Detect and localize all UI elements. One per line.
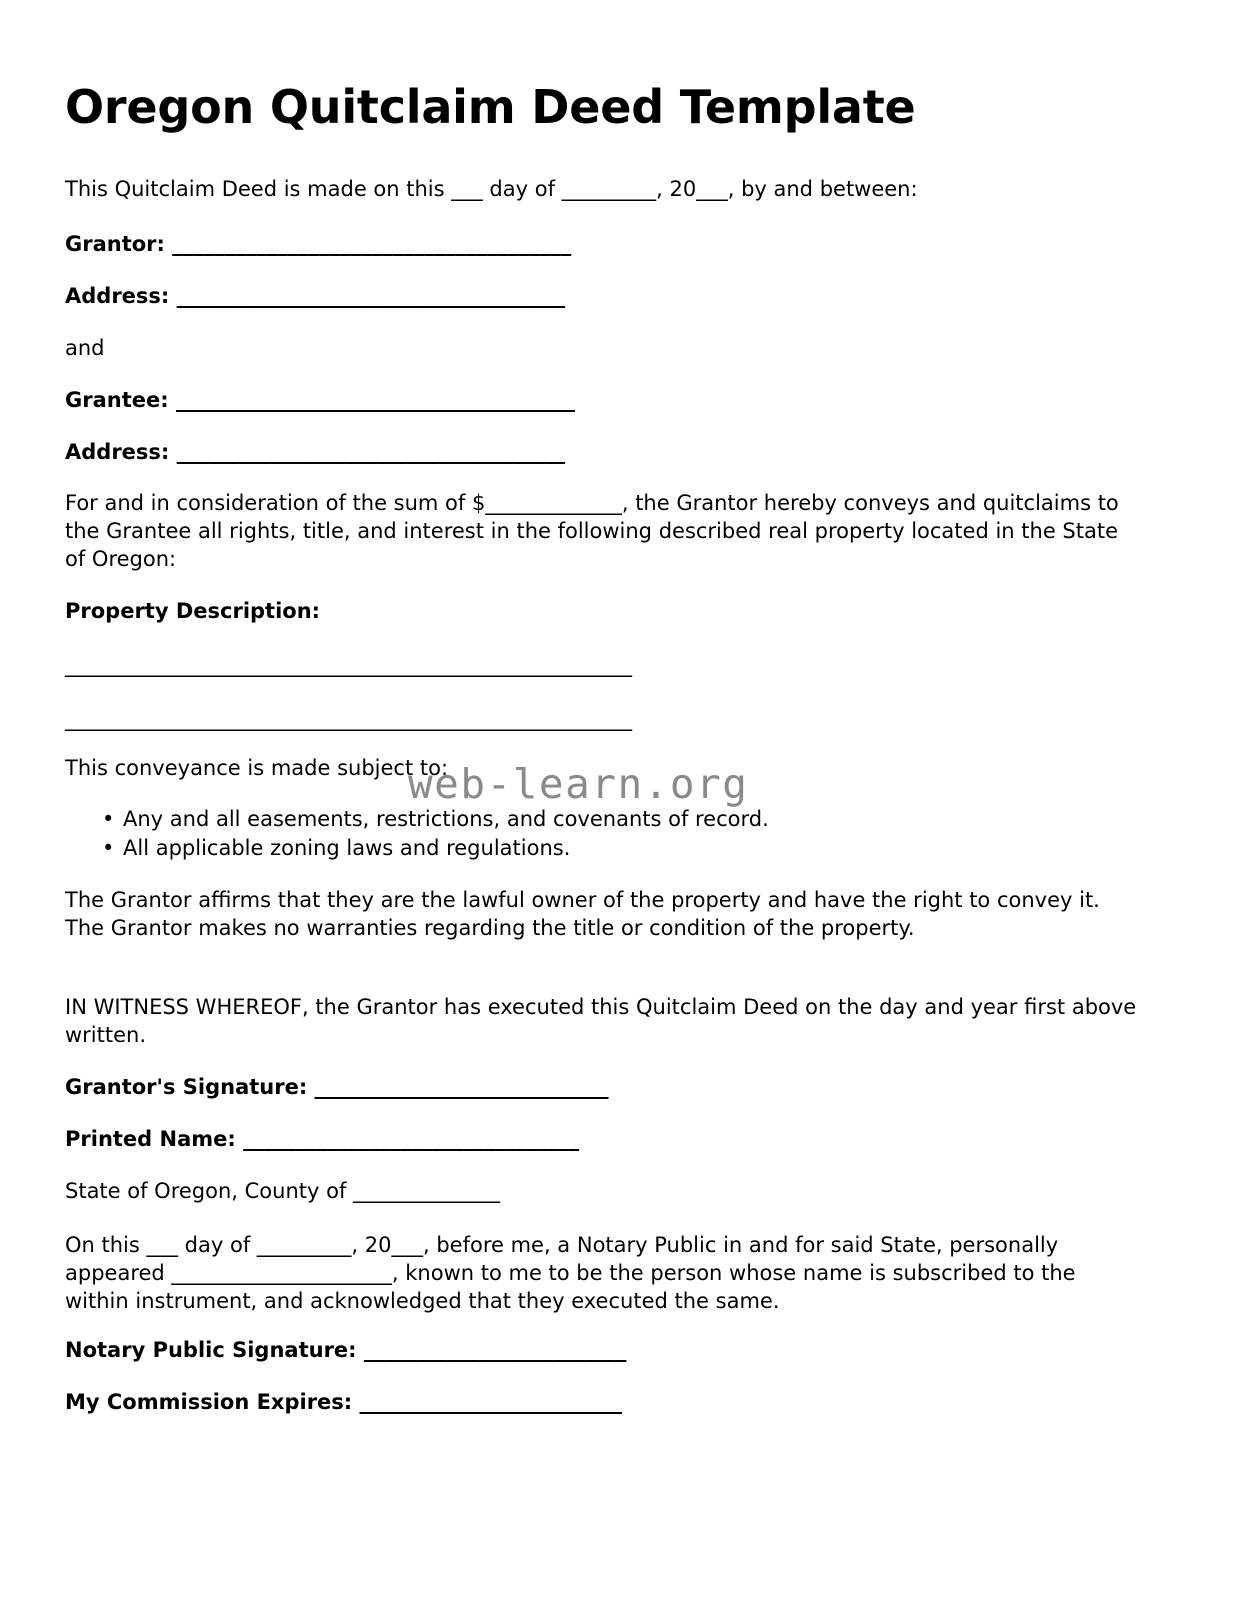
commission-expires-field-label <box>65 1388 622 1416</box>
property-description-blank-1: ______________________________________________________ <box>65 653 632 677</box>
grantor-address-field-label <box>65 282 565 310</box>
grantor-signature-field-label <box>65 1073 609 1101</box>
grantee-label-text: Grantee: <box>65 388 169 412</box>
subject-conditions-list <box>65 805 769 863</box>
intro-paragraph: This Quitclaim Deed is made on this ___ day of _________, 20___, by and between: <box>65 177 918 201</box>
printed-name-blank: ________________________________ <box>235 1127 580 1151</box>
site-watermark: web-learn.org <box>408 760 749 808</box>
grantee-address-field-label <box>65 438 565 466</box>
grantor-signature-label-text: Grantor's Signature: <box>65 1075 308 1099</box>
bullet-icon: • <box>102 807 115 831</box>
subject-intro-paragraph: This conveyance is made subject to: <box>65 756 449 780</box>
grantee-blank: ______________________________________ <box>168 388 575 412</box>
property-description-label: Property Description: <box>65 599 321 623</box>
property-description-blank-2: ______________________________________________________ <box>65 707 632 731</box>
notary-signature-label-text: Notary Public Signature: <box>65 1338 357 1362</box>
printed-name-field-label <box>65 1125 579 1153</box>
grantor-address-blank: _____________________________________ <box>169 284 566 308</box>
grantor-address-label-text: Address: <box>65 284 170 308</box>
grantor-blank: ______________________________________ <box>164 232 572 256</box>
grantor-signature-blank: ____________________________ <box>307 1075 609 1099</box>
commission-expires-label-text: My Commission Expires: <box>65 1390 353 1414</box>
list-item <box>102 805 769 833</box>
grantee-address-label-text: Address: <box>65 440 170 464</box>
notary-signature-blank: _________________________ <box>356 1338 627 1362</box>
grantor-field-label <box>65 230 571 258</box>
witness-paragraph: IN WITNESS WHEREOF, the Grantor has executed this Quitclaim Deed on the day and year first above written. <box>65 995 1137 1047</box>
and-separator: and <box>65 336 105 360</box>
notary-signature-field-label <box>65 1336 626 1364</box>
commission-expires-blank: _________________________ <box>352 1390 623 1414</box>
printed-name-label-text: Printed Name: <box>65 1127 236 1151</box>
list-item-label: Any and all easements, restrictions, and covenants of record. <box>123 807 769 831</box>
list-item-label: All applicable zoning laws and regulations. <box>123 836 571 860</box>
list-item <box>102 834 769 862</box>
grantee-field-label <box>65 386 575 414</box>
grantor-label-text: Grantor: <box>65 232 165 256</box>
notary-acknowledgement-paragraph: On this ___ day of _________, 20___, before me, a Notary Public in and for said State, personally appeared _____________________, known to me to be the person whose name is subscribed to the within instrument, and acknowledged that they executed the same. <box>65 1233 1076 1313</box>
state-county-line: State of Oregon, County of ______________ <box>65 1179 501 1203</box>
consideration-paragraph: For and in consideration of the sum of $_____________, the Grantor hereby conveys and quitclaims to the Grantee all rights, title, and interest in the following described real property located in the State of Oregon: <box>65 491 1119 571</box>
page-title: Oregon Quitclaim Deed Template <box>65 80 916 134</box>
grantee-address-blank: _____________________________________ <box>169 440 566 464</box>
affirmation-paragraph: The Grantor affirms that they are the lawful owner of the property and have the right to convey it. The Grantor makes no warranties regarding the title or condition of the property. <box>65 888 1100 940</box>
bullet-icon: • <box>102 836 115 860</box>
